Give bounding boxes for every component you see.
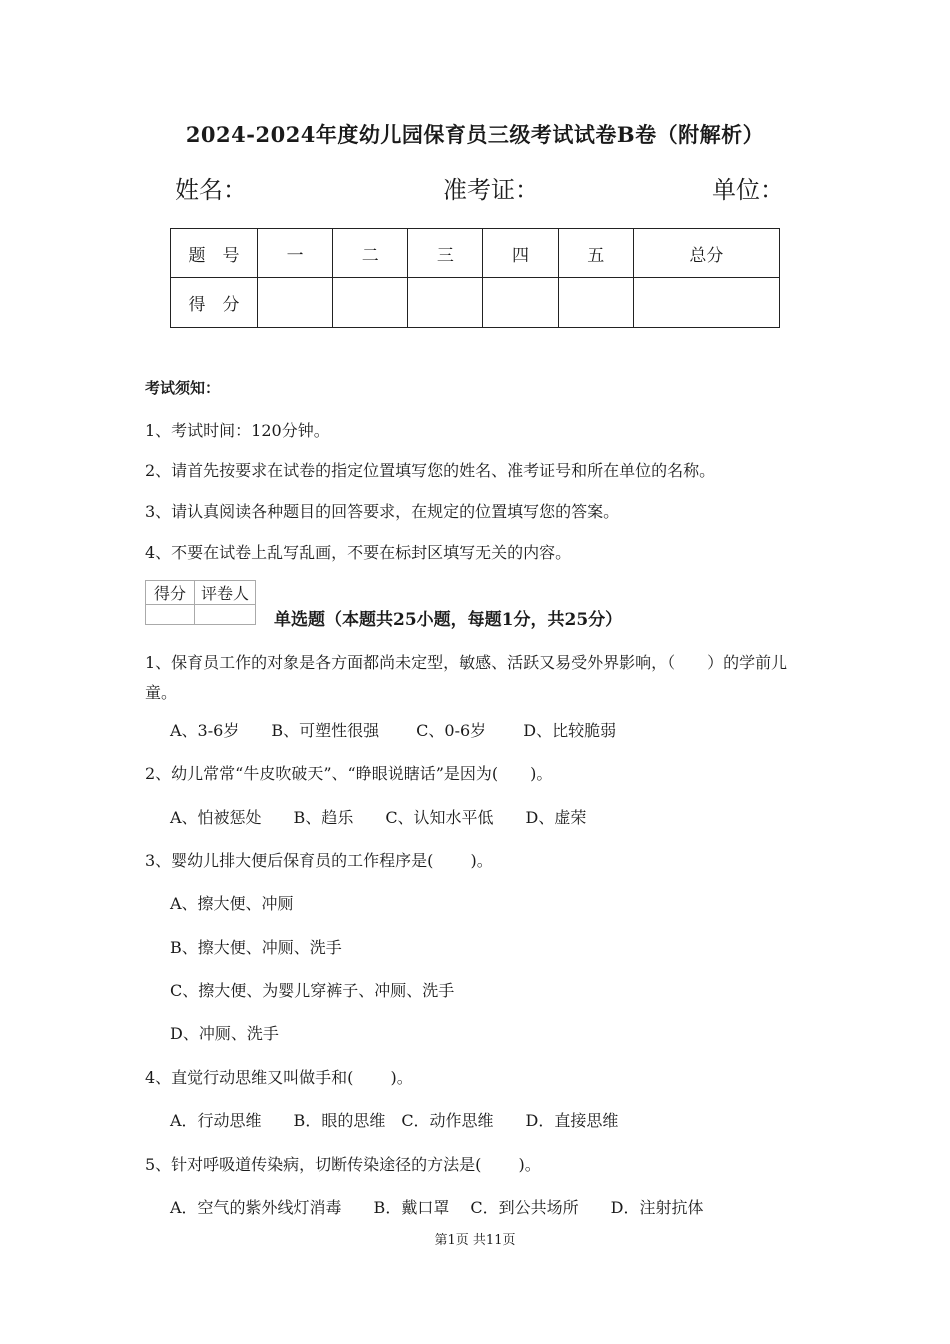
header-cell: 一	[258, 229, 333, 278]
question-option: B、擦大便、冲厕、洗手	[170, 938, 342, 957]
question-stem: 1、保育员工作的对象是各方面都尚未定型，敏感、活跃又易受外界影响，（ ）的学前儿童。	[145, 653, 788, 702]
question-stem: 2、幼儿常常“牛皮吹破天”、“睁眼说瞎话”是因为( )。	[145, 764, 553, 783]
grader-reviewer-cell[interactable]	[195, 605, 256, 625]
notice-item: 3、请认真阅读各种题目的回答要求，在规定的位置填写您的答案。	[145, 502, 620, 521]
header-cell: 四	[483, 229, 558, 278]
question-stem: 5、针对呼吸道传染病，切断传染途径的方法是( )。	[145, 1155, 541, 1174]
grader-reviewer-label: 评卷人	[195, 581, 256, 605]
notice-item: 4、不要在试卷上乱写乱画，不要在标封区填写无关的内容。	[145, 543, 572, 562]
row-label-cell: 得 分	[171, 278, 258, 328]
score-cell[interactable]	[558, 278, 633, 328]
question-option: C、擦大便、为婴儿穿裤子、冲厕、洗手	[170, 981, 455, 1000]
name-label: 姓名：	[175, 176, 247, 204]
question-stem: 3、婴幼儿排大便后保育员的工作程序是( )。	[145, 851, 493, 870]
score-cell[interactable]	[408, 278, 483, 328]
notice-item: 2、请首先按要求在试卷的指定位置填写您的姓名、准考证号和所在单位的名称。	[145, 461, 716, 480]
grader-score-label: 得分	[146, 581, 195, 605]
score-table-header-row	[171, 229, 780, 278]
score-table	[170, 228, 780, 328]
question-options: A．空气的紫外线灯消毒 B．戴口罩 C．到公共场所 D．注射抗体	[170, 1198, 704, 1217]
score-cell[interactable]	[633, 278, 779, 328]
header-cell: 三	[408, 229, 483, 278]
unit-label: 单位：	[712, 176, 784, 204]
question-options: A．行动思维 B．眼的思维 C．动作思维 D．直接思维	[170, 1111, 619, 1130]
header-cell: 二	[333, 229, 408, 278]
section-title: 单选题（本题共25小题，每题1分，共25分）	[274, 610, 623, 630]
question-stem: 4、直觉行动思维又叫做手和( )。	[145, 1068, 413, 1087]
score-table-score-row	[171, 278, 780, 328]
question-options: A、3-6岁 B、可塑性很强 C、0-6岁 D、比较脆弱	[170, 721, 617, 740]
page-title: 2024-2024年度幼儿园保育员三级考试试卷B卷（附解析）	[185, 122, 765, 147]
grader-table	[145, 580, 256, 625]
score-cell[interactable]	[258, 278, 333, 328]
notice-heading: 考试须知：	[145, 379, 221, 397]
header-cell: 总分	[633, 229, 779, 278]
grader-score-cell[interactable]	[146, 605, 195, 625]
question-option: D、冲厕、洗手	[170, 1024, 279, 1043]
exam-number-label: 准考证：	[443, 176, 539, 204]
header-cell: 五	[558, 229, 633, 278]
notice-item: 1、考试时间：120分钟。	[145, 421, 330, 440]
score-cell[interactable]	[483, 278, 558, 328]
score-cell[interactable]	[333, 278, 408, 328]
page-footer: 第1页 共11页	[434, 1233, 516, 1248]
header-cell: 题 号	[171, 229, 258, 278]
question-options: A、怕被惩处 B、趋乐 C、认知水平低 D、虚荣	[170, 808, 587, 827]
question-option: A、擦大便、冲厕	[170, 894, 294, 913]
